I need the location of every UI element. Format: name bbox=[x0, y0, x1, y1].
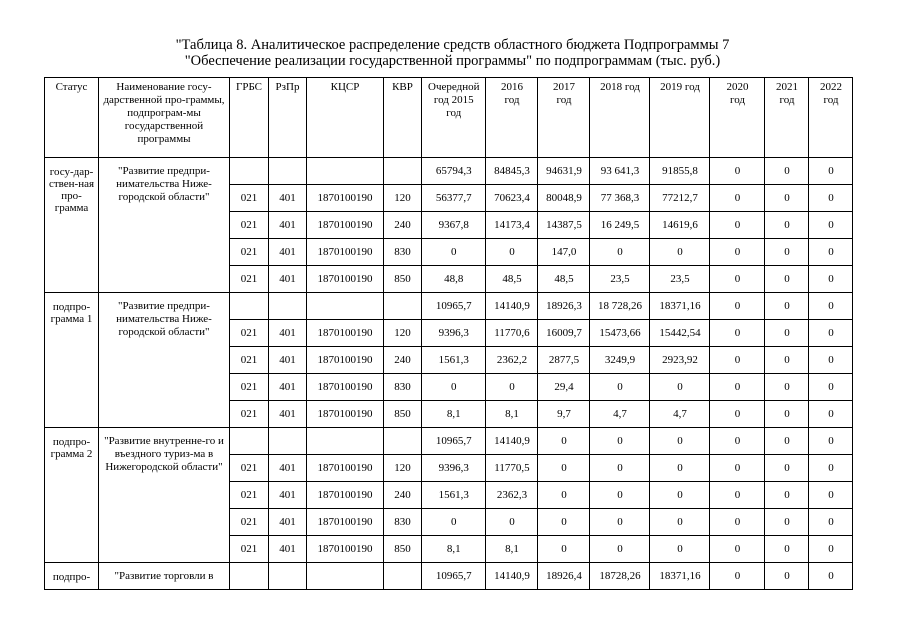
grbs-cell: 021 bbox=[230, 482, 269, 509]
kcsr-cell: 1870100190 bbox=[307, 374, 384, 401]
kcsr-cell bbox=[307, 158, 384, 185]
table-row bbox=[45, 563, 853, 590]
kvr-cell: 830 bbox=[384, 374, 422, 401]
rzpr-cell: 401 bbox=[269, 320, 307, 347]
rzpr-cell: 401 bbox=[269, 374, 307, 401]
rzpr-cell: 401 bbox=[269, 536, 307, 563]
value-cell: 0 bbox=[486, 509, 538, 536]
value-cell: 0 bbox=[809, 158, 853, 185]
value-cell: 93 641,3 bbox=[590, 158, 650, 185]
value-cell: 0 bbox=[710, 239, 765, 266]
value-cell: 56377,7 bbox=[422, 185, 486, 212]
value-cell: 14140,9 bbox=[486, 428, 538, 455]
rzpr-cell bbox=[269, 428, 307, 455]
value-cell: 18926,4 bbox=[538, 563, 590, 590]
rzpr-cell bbox=[269, 563, 307, 590]
value-cell: 0 bbox=[765, 482, 809, 509]
value-cell: 0 bbox=[710, 401, 765, 428]
rzpr-cell: 401 bbox=[269, 401, 307, 428]
value-cell: 18926,3 bbox=[538, 293, 590, 320]
value-cell: 0 bbox=[538, 428, 590, 455]
value-cell: 0 bbox=[590, 428, 650, 455]
grbs-cell: 021 bbox=[230, 374, 269, 401]
value-cell: 9396,3 bbox=[422, 455, 486, 482]
value-cell: 0 bbox=[809, 455, 853, 482]
grbs-cell: 021 bbox=[230, 212, 269, 239]
value-cell: 0 bbox=[809, 185, 853, 212]
header-2016: 2016 год bbox=[486, 78, 538, 158]
table-caption bbox=[0, 37, 905, 69]
rzpr-cell: 401 bbox=[269, 239, 307, 266]
program-name-cell: "Развитие торговли в bbox=[99, 563, 230, 590]
kvr-cell bbox=[384, 293, 422, 320]
kcsr-cell: 1870100190 bbox=[307, 212, 384, 239]
value-cell: 14387,5 bbox=[538, 212, 590, 239]
value-cell: 0 bbox=[650, 455, 710, 482]
header-2019: 2019 год bbox=[650, 78, 710, 158]
program-name-cell: "Развитие предпри-нимательства Ниже-городской области" bbox=[99, 158, 230, 293]
grbs-cell: 021 bbox=[230, 455, 269, 482]
table-row bbox=[45, 428, 853, 455]
table-row bbox=[45, 293, 853, 320]
grbs-cell bbox=[230, 293, 269, 320]
value-cell: 0 bbox=[650, 509, 710, 536]
value-cell: 147,0 bbox=[538, 239, 590, 266]
value-cell: 11770,5 bbox=[486, 455, 538, 482]
value-cell: 91855,8 bbox=[650, 158, 710, 185]
table-row bbox=[45, 158, 853, 185]
value-cell: 0 bbox=[765, 320, 809, 347]
value-cell: 0 bbox=[710, 536, 765, 563]
value-cell: 0 bbox=[590, 509, 650, 536]
value-cell: 1561,3 bbox=[422, 482, 486, 509]
value-cell: 8,1 bbox=[422, 536, 486, 563]
value-cell: 0 bbox=[538, 509, 590, 536]
value-cell: 10965,7 bbox=[422, 428, 486, 455]
rzpr-cell: 401 bbox=[269, 347, 307, 374]
value-cell: 0 bbox=[765, 158, 809, 185]
value-cell: 0 bbox=[809, 239, 853, 266]
value-cell: 15473,66 bbox=[590, 320, 650, 347]
program-name-cell: "Развитие предпри-нимательства Ниже-городской области" bbox=[99, 293, 230, 428]
value-cell: 0 bbox=[765, 563, 809, 590]
header-2017: 2017 год bbox=[538, 78, 590, 158]
value-cell: 15442,54 bbox=[650, 320, 710, 347]
value-cell: 10965,7 bbox=[422, 293, 486, 320]
value-cell: 16009,7 bbox=[538, 320, 590, 347]
value-cell: 0 bbox=[710, 428, 765, 455]
value-cell: 0 bbox=[422, 509, 486, 536]
value-cell: 0 bbox=[590, 239, 650, 266]
table-body bbox=[45, 158, 853, 590]
value-cell: 8,1 bbox=[422, 401, 486, 428]
value-cell: 0 bbox=[650, 239, 710, 266]
value-cell: 0 bbox=[538, 455, 590, 482]
grbs-cell: 021 bbox=[230, 401, 269, 428]
kvr-cell: 120 bbox=[384, 185, 422, 212]
rzpr-cell: 401 bbox=[269, 185, 307, 212]
value-cell: 0 bbox=[809, 482, 853, 509]
kvr-cell: 240 bbox=[384, 482, 422, 509]
kcsr-cell: 1870100190 bbox=[307, 536, 384, 563]
kcsr-cell bbox=[307, 563, 384, 590]
header-2020: 2020 год bbox=[710, 78, 765, 158]
value-cell: 0 bbox=[710, 212, 765, 239]
value-cell: 77212,7 bbox=[650, 185, 710, 212]
kcsr-cell: 1870100190 bbox=[307, 266, 384, 293]
header-2022: 2022 год bbox=[809, 78, 853, 158]
value-cell: 0 bbox=[710, 158, 765, 185]
value-cell: 0 bbox=[538, 482, 590, 509]
grbs-cell: 021 bbox=[230, 266, 269, 293]
value-cell: 2923,92 bbox=[650, 347, 710, 374]
value-cell: 0 bbox=[809, 428, 853, 455]
kcsr-cell: 1870100190 bbox=[307, 509, 384, 536]
value-cell: 1561,3 bbox=[422, 347, 486, 374]
kvr-cell: 240 bbox=[384, 347, 422, 374]
value-cell: 14619,6 bbox=[650, 212, 710, 239]
value-cell: 2877,5 bbox=[538, 347, 590, 374]
header-2021: 2021 год bbox=[765, 78, 809, 158]
header-status: Статус bbox=[45, 78, 99, 158]
program-name-cell: "Развитие внутренне-го и въездного туриз-ма в Нижегородской области" bbox=[99, 428, 230, 563]
header-grbs: ГРБС bbox=[230, 78, 269, 158]
value-cell: 0 bbox=[590, 374, 650, 401]
value-cell: 14173,4 bbox=[486, 212, 538, 239]
value-cell: 0 bbox=[809, 536, 853, 563]
rzpr-cell: 401 bbox=[269, 266, 307, 293]
value-cell: 0 bbox=[650, 482, 710, 509]
value-cell: 23,5 bbox=[650, 266, 710, 293]
value-cell: 0 bbox=[809, 374, 853, 401]
kcsr-cell: 1870100190 bbox=[307, 401, 384, 428]
grbs-cell bbox=[230, 563, 269, 590]
kvr-cell: 120 bbox=[384, 455, 422, 482]
value-cell: 48,5 bbox=[486, 266, 538, 293]
value-cell: 18 728,26 bbox=[590, 293, 650, 320]
value-cell: 0 bbox=[710, 482, 765, 509]
value-cell: 0 bbox=[710, 374, 765, 401]
value-cell: 0 bbox=[809, 212, 853, 239]
value-cell: 0 bbox=[422, 239, 486, 266]
value-cell: 0 bbox=[765, 428, 809, 455]
value-cell: 48,8 bbox=[422, 266, 486, 293]
kvr-cell: 830 bbox=[384, 239, 422, 266]
value-cell: 0 bbox=[765, 374, 809, 401]
header-kcsr: КЦСР bbox=[307, 78, 384, 158]
kvr-cell: 120 bbox=[384, 320, 422, 347]
header-2015: Очередной год 2015 год bbox=[422, 78, 486, 158]
value-cell: 0 bbox=[765, 509, 809, 536]
budget-table bbox=[44, 77, 853, 590]
kvr-cell: 240 bbox=[384, 212, 422, 239]
value-cell: 0 bbox=[765, 239, 809, 266]
kcsr-cell: 1870100190 bbox=[307, 185, 384, 212]
header-row bbox=[45, 78, 853, 158]
value-cell: 0 bbox=[486, 374, 538, 401]
value-cell: 0 bbox=[486, 239, 538, 266]
value-cell: 0 bbox=[710, 320, 765, 347]
value-cell: 0 bbox=[538, 536, 590, 563]
kcsr-cell: 1870100190 bbox=[307, 239, 384, 266]
value-cell: 10965,7 bbox=[422, 563, 486, 590]
grbs-cell: 021 bbox=[230, 320, 269, 347]
grbs-cell: 021 bbox=[230, 347, 269, 374]
value-cell: 0 bbox=[710, 509, 765, 536]
value-cell: 0 bbox=[765, 266, 809, 293]
value-cell: 11770,6 bbox=[486, 320, 538, 347]
value-cell: 0 bbox=[765, 347, 809, 374]
kvr-cell bbox=[384, 428, 422, 455]
caption-line-1: "Таблица 8. Аналитическое распределение средств областного бюджета Подпрограммы 7 bbox=[175, 37, 730, 53]
rzpr-cell: 401 bbox=[269, 509, 307, 536]
kvr-cell: 850 bbox=[384, 266, 422, 293]
kcsr-cell bbox=[307, 428, 384, 455]
value-cell: 0 bbox=[765, 293, 809, 320]
kcsr-cell: 1870100190 bbox=[307, 482, 384, 509]
grbs-cell: 021 bbox=[230, 239, 269, 266]
value-cell: 2362,3 bbox=[486, 482, 538, 509]
value-cell: 65794,3 bbox=[422, 158, 486, 185]
value-cell: 14140,9 bbox=[486, 293, 538, 320]
header-rzpr: РзПр bbox=[269, 78, 307, 158]
value-cell: 77 368,3 bbox=[590, 185, 650, 212]
rzpr-cell: 401 bbox=[269, 212, 307, 239]
value-cell: 18728,26 bbox=[590, 563, 650, 590]
kcsr-cell: 1870100190 bbox=[307, 320, 384, 347]
value-cell: 0 bbox=[710, 185, 765, 212]
status-cell: подпро-грамма 1 bbox=[45, 293, 99, 428]
header-name: Наименование госу-дарственной про-граммы, подпрограм-мы государственной программы bbox=[99, 78, 230, 158]
value-cell: 8,1 bbox=[486, 536, 538, 563]
value-cell: 16 249,5 bbox=[590, 212, 650, 239]
status-cell: подпро- bbox=[45, 563, 99, 590]
caption-line-2: "Обеспечение реализации государственной программы" по подпрограммам (тыс. руб.) bbox=[184, 53, 721, 69]
header-2018: 2018 год bbox=[590, 78, 650, 158]
grbs-cell: 021 bbox=[230, 536, 269, 563]
grbs-cell bbox=[230, 158, 269, 185]
value-cell: 0 bbox=[650, 536, 710, 563]
value-cell: 0 bbox=[650, 374, 710, 401]
rzpr-cell: 401 bbox=[269, 482, 307, 509]
value-cell: 23,5 bbox=[590, 266, 650, 293]
value-cell: 0 bbox=[710, 347, 765, 374]
value-cell: 0 bbox=[809, 509, 853, 536]
value-cell: 29,4 bbox=[538, 374, 590, 401]
value-cell: 0 bbox=[590, 455, 650, 482]
status-cell: госу-дар-ствен-ная про-грамма bbox=[45, 158, 99, 293]
value-cell: 94631,9 bbox=[538, 158, 590, 185]
value-cell: 0 bbox=[765, 401, 809, 428]
value-cell: 0 bbox=[710, 455, 765, 482]
value-cell: 0 bbox=[765, 212, 809, 239]
value-cell: 3249,9 bbox=[590, 347, 650, 374]
value-cell: 0 bbox=[809, 320, 853, 347]
value-cell: 4,7 bbox=[590, 401, 650, 428]
grbs-cell: 021 bbox=[230, 509, 269, 536]
value-cell: 4,7 bbox=[650, 401, 710, 428]
value-cell: 0 bbox=[422, 374, 486, 401]
value-cell: 9396,3 bbox=[422, 320, 486, 347]
value-cell: 0 bbox=[710, 293, 765, 320]
value-cell: 18371,16 bbox=[650, 563, 710, 590]
value-cell: 0 bbox=[650, 428, 710, 455]
kcsr-cell: 1870100190 bbox=[307, 347, 384, 374]
value-cell: 9,7 bbox=[538, 401, 590, 428]
value-cell: 48,5 bbox=[538, 266, 590, 293]
rzpr-cell bbox=[269, 293, 307, 320]
value-cell: 0 bbox=[590, 536, 650, 563]
kcsr-cell: 1870100190 bbox=[307, 455, 384, 482]
grbs-cell bbox=[230, 428, 269, 455]
kvr-cell: 850 bbox=[384, 401, 422, 428]
kvr-cell: 830 bbox=[384, 509, 422, 536]
value-cell: 0 bbox=[710, 266, 765, 293]
value-cell: 0 bbox=[765, 185, 809, 212]
value-cell: 0 bbox=[809, 293, 853, 320]
rzpr-cell: 401 bbox=[269, 455, 307, 482]
value-cell: 0 bbox=[809, 266, 853, 293]
value-cell: 0 bbox=[809, 401, 853, 428]
kvr-cell bbox=[384, 563, 422, 590]
value-cell: 8,1 bbox=[486, 401, 538, 428]
kcsr-cell bbox=[307, 293, 384, 320]
value-cell: 0 bbox=[710, 563, 765, 590]
value-cell: 0 bbox=[809, 347, 853, 374]
value-cell: 0 bbox=[809, 563, 853, 590]
header-kvr: КВР bbox=[384, 78, 422, 158]
value-cell: 80048,9 bbox=[538, 185, 590, 212]
value-cell: 84845,3 bbox=[486, 158, 538, 185]
value-cell: 9367,8 bbox=[422, 212, 486, 239]
value-cell: 14140,9 bbox=[486, 563, 538, 590]
value-cell: 0 bbox=[765, 536, 809, 563]
value-cell: 0 bbox=[590, 482, 650, 509]
value-cell: 18371,16 bbox=[650, 293, 710, 320]
kvr-cell: 850 bbox=[384, 536, 422, 563]
value-cell: 0 bbox=[765, 455, 809, 482]
value-cell: 2362,2 bbox=[486, 347, 538, 374]
value-cell: 70623,4 bbox=[486, 185, 538, 212]
status-cell: подпро-грамма 2 bbox=[45, 428, 99, 563]
kvr-cell bbox=[384, 158, 422, 185]
grbs-cell: 021 bbox=[230, 185, 269, 212]
rzpr-cell bbox=[269, 158, 307, 185]
